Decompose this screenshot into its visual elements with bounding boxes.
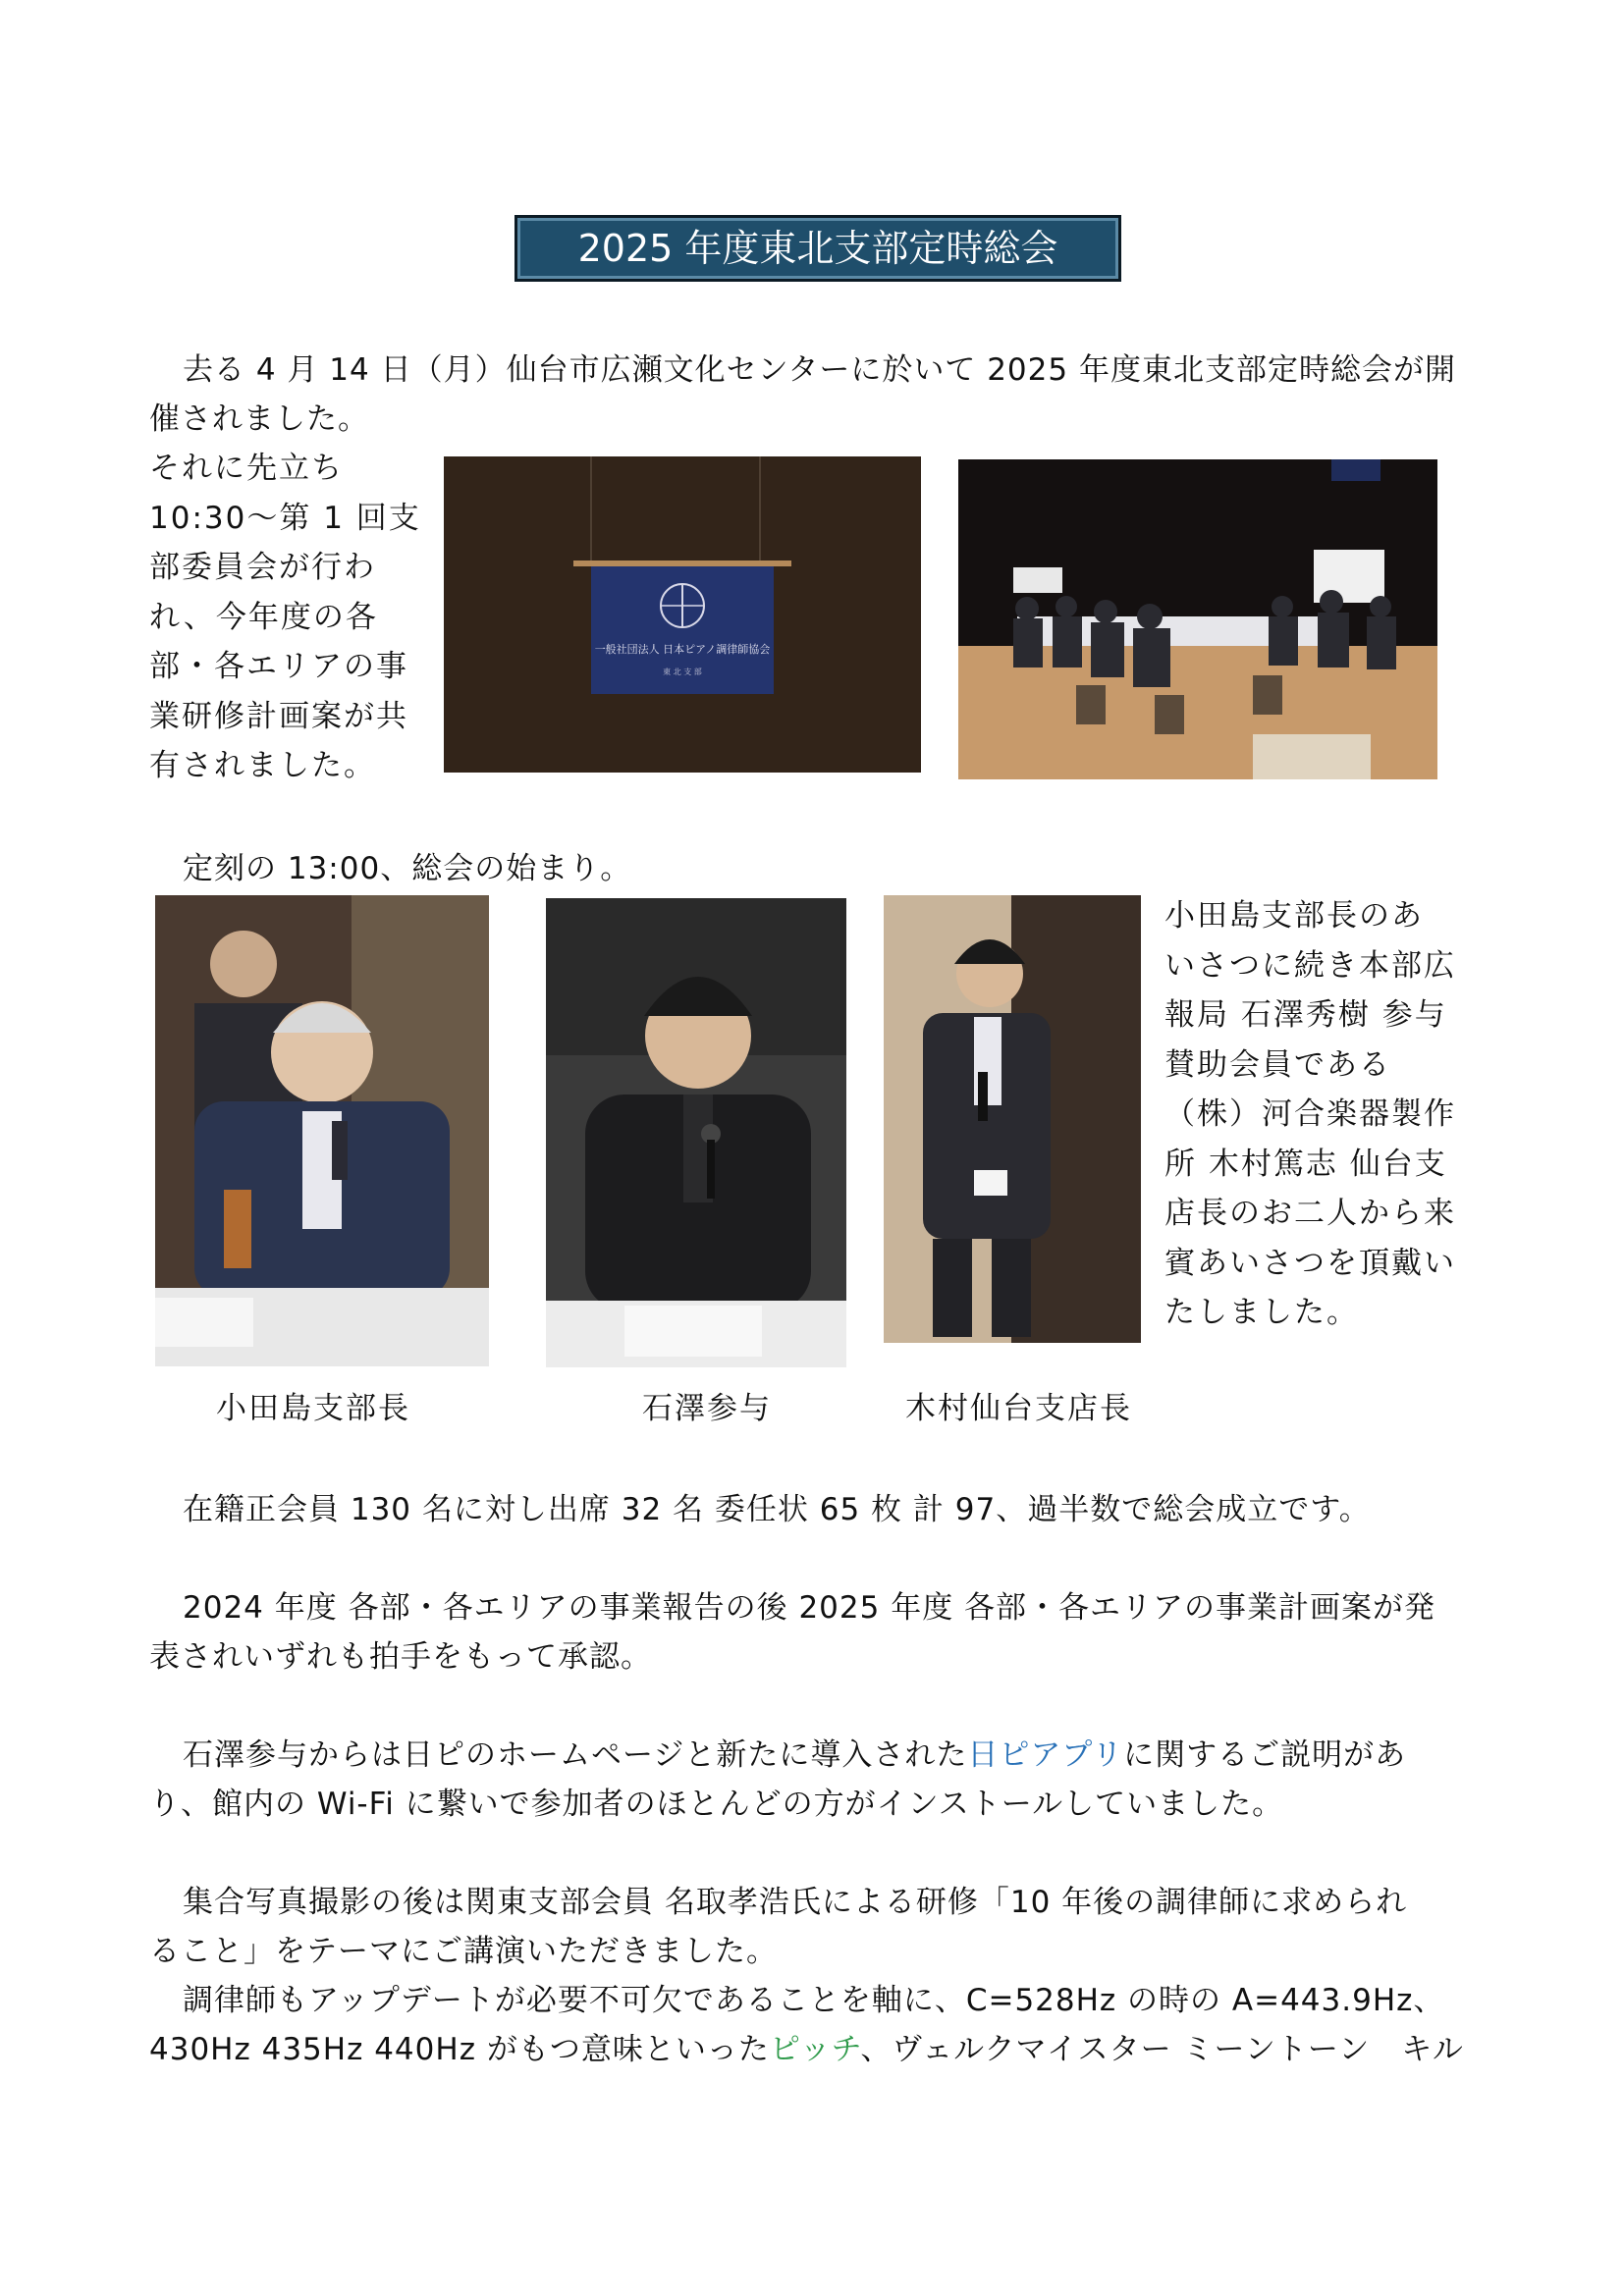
intro-side-line: それに先立ち (149, 451, 344, 486)
intro-line-2: 催されました。 (149, 401, 369, 437)
reports-line-1: 2024 年度 各部・各エリアの事業報告の後 2025 年度 各部・各エリアの事業計画案が発 (183, 1590, 1436, 1626)
lecture-line-4-text: 430Hz 435Hz 440Hz がもつ意味といった (149, 2032, 770, 2067)
caption-odashima: 小田島支部長 (216, 1391, 410, 1426)
attendance-paragraph: 在籍正会員 130 名に対し出席 32 名 委任状 65 枚 計 97、過半数で総会成立です。 (183, 1492, 1371, 1527)
reports-line-2: 表されいずれも拍手をもって承認。 (149, 1639, 652, 1675)
right-column-line: たしました。 (1164, 1295, 1359, 1330)
lecture-line-4 (149, 2025, 1464, 2074)
right-column-line: 所 木村篤志 仙台支 (1164, 1146, 1447, 1182)
kimura-image (884, 895, 1141, 1343)
kimura-photo (884, 895, 1141, 1343)
start-line: 定刻の 13:00、総会の始まり。 (183, 851, 632, 886)
right-column-line: 報局 石澤秀樹 参与 (1164, 997, 1447, 1033)
intro-side-line: 10:30～第 1 回支 (149, 500, 421, 536)
ishizawa-image (546, 898, 846, 1367)
right-column-line: 小田島支部長のあ (1164, 898, 1424, 934)
right-column-line: （株）河合楽器製作 (1164, 1096, 1456, 1132)
intro-side-line: 部・各エリアの事 (149, 649, 408, 684)
lecture-line-2: ること」をテーマにご講演いただきました。 (149, 1934, 778, 1969)
banner-photo-image (444, 456, 921, 773)
intro-line-1: 去る 4 月 14 日（月）仙台市広瀬文化センターに於いて 2025 年度東北支部定時総会が開 (183, 352, 1456, 388)
intro-side-column (149, 444, 421, 791)
right-column-line: 賛助会員である (1164, 1046, 1391, 1083)
page-title: 2025 年度東北支部定時総会 (514, 215, 1121, 282)
app-line-1-text: 石澤参与からは日ピのホームページと新たに導入された (183, 1737, 968, 1773)
right-column-line: いさつに続き本部広 (1164, 947, 1456, 984)
right-column-line: 賓あいさつを頂戴い (1164, 1245, 1456, 1281)
banner-text-1: 一般社団法人 日本ピアノ調律師協会 (594, 643, 771, 656)
banner-photo (444, 456, 921, 773)
caption-ishizawa: 石澤参与 (642, 1391, 772, 1426)
odashima-image (155, 895, 489, 1366)
ishizawa-photo (546, 898, 846, 1367)
intro-side-line: 有されました。 (149, 748, 376, 783)
banner-text-2: 東 北 支 部 (663, 667, 702, 676)
app-line-1 (183, 1731, 1406, 1780)
committee-meeting-image (958, 459, 1437, 779)
caption-kimura: 木村仙台支店長 (905, 1391, 1132, 1426)
right-column-line: 店長のお二人から来 (1164, 1196, 1456, 1231)
lecture-line-3: 調律師もアップデートが必要不可欠であることを軸に、C=528Hz の時の A=443.9Hz、 (183, 1983, 1445, 2018)
app-line-1-text-end: に関するご説明があ (1123, 1737, 1407, 1773)
intro-side-line: 部委員会が行わ (149, 550, 376, 585)
intro-side-line: れ、今年度の各 (149, 599, 378, 635)
intro-side-line: 業研修計画案が共 (149, 698, 408, 734)
right-column (1164, 891, 1456, 1338)
app-line-2: り、館内の Wi-Fi に繋いで参加者のほとんどの方がインストールしていました。 (149, 1787, 1284, 1822)
nippi-app-link[interactable]: 日ピアプリ (967, 1737, 1124, 1773)
pitch-link[interactable]: ピッチ (769, 2032, 861, 2067)
committee-meeting-photo (958, 459, 1437, 779)
lecture-line-1: 集合写真撮影の後は関東支部会員 名取孝浩氏による研修「10 年後の調律師に求められ (183, 1885, 1408, 1920)
lecture-line-4-text-end: 、ヴェルクマイスター ミーントーン キル (860, 2032, 1464, 2067)
odashima-photo (155, 895, 489, 1366)
